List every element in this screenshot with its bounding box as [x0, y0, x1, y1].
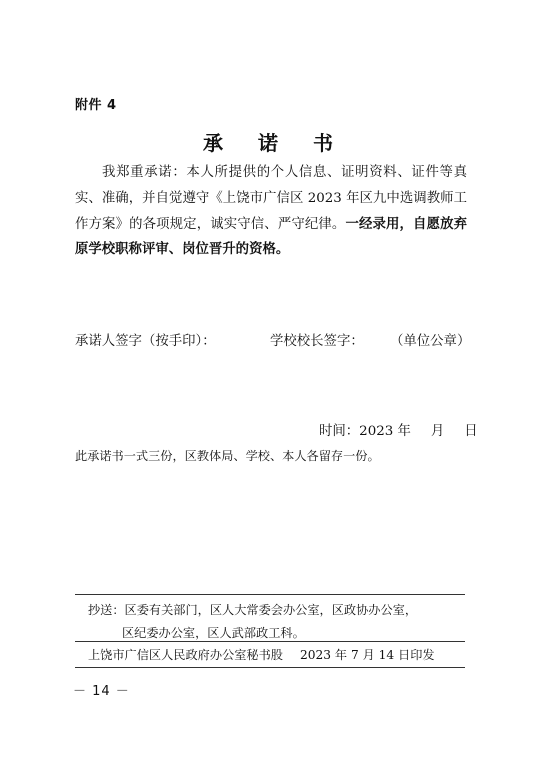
- copy-to-line-2: 区纪委办公室，区人武部政工科。: [122, 626, 305, 640]
- principal-signature-label: 学校校长签字：: [270, 334, 364, 349]
- divider-middle: [75, 641, 465, 642]
- pledge-body-normal: 我郑重承诺：本人所提供的个人信息、证明资料、证件等真实、准确，并自觉遵守《上饶市广信区 2023 年区九中选调教师工作方案》的各项规定，诚实守信、严守纪律。: [75, 165, 467, 232]
- document-title: 承 诺 书: [203, 131, 347, 155]
- copies-note: 此承诺书一式三份，区教体局、学校、本人各留存一份。: [75, 449, 380, 463]
- date-label: 时间：: [319, 424, 360, 439]
- divider-bottom: [75, 667, 465, 668]
- attachment-label: 附件 4: [75, 98, 117, 113]
- page-number: － 14 －: [73, 684, 130, 699]
- date-line: [319, 420, 478, 439]
- promisor-signature-label: 承诺人签字（按手印）：: [75, 334, 216, 349]
- date-month: 月: [430, 424, 445, 439]
- unit-seal-label: （单位公章）: [390, 334, 471, 349]
- issuing-office: 上饶市广信区人民政府办公室秘书股: [88, 648, 283, 662]
- pledge-body-bold: 一经录用，自愿放弃原学校职称评审、岗位晋升的资格。: [75, 215, 468, 258]
- pledge-body: [75, 160, 467, 263]
- date-day: 日: [464, 424, 478, 439]
- date-year: 2023 年: [359, 424, 411, 439]
- divider-top: [75, 594, 465, 595]
- issue-date: 2023 年 7 月 14 日印发: [300, 648, 435, 662]
- copy-to-line-1: 抄送：区委有关部门，区人大常委会办公室，区政协办公室，: [88, 603, 418, 617]
